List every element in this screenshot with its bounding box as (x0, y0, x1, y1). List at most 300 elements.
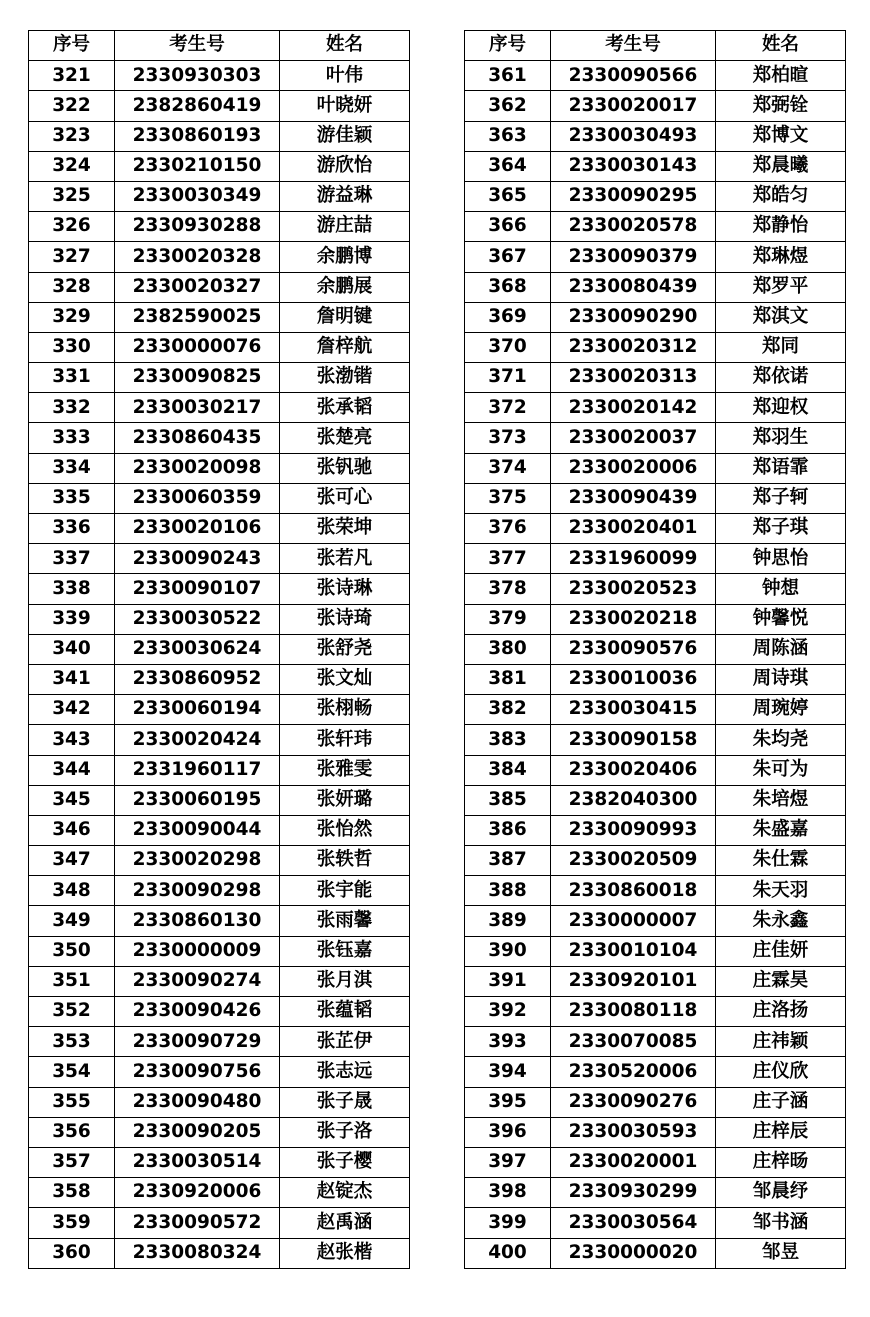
cell-name: 庄霖昊 (716, 966, 846, 996)
cell-exam-no: 2330020298 (115, 846, 280, 876)
cell-seq: 369 (465, 302, 551, 332)
table-row (465, 906, 846, 936)
table-row (465, 1057, 846, 1087)
cell-seq: 338 (29, 574, 115, 604)
cell-seq: 335 (29, 483, 115, 513)
cell-name: 邹昱 (716, 1238, 846, 1268)
cell-exam-no: 2330020006 (551, 453, 716, 483)
cell-seq: 351 (29, 966, 115, 996)
cell-seq: 381 (465, 664, 551, 694)
table-row (29, 906, 410, 936)
table-row (465, 634, 846, 664)
cell-exam-no: 2330090426 (115, 997, 280, 1027)
cell-name: 郑晨曦 (716, 151, 846, 181)
table-row (465, 1147, 846, 1177)
cell-exam-no: 2382860419 (115, 91, 280, 121)
table-row (465, 966, 846, 996)
table-row (29, 423, 410, 453)
table-row (465, 91, 846, 121)
cell-name: 张蕴韬 (280, 997, 410, 1027)
cell-seq: 348 (29, 876, 115, 906)
cell-seq: 323 (29, 121, 115, 151)
cell-name: 郑依诺 (716, 363, 846, 393)
cell-exam-no: 2330090480 (115, 1087, 280, 1117)
cell-exam-no: 2330020509 (551, 846, 716, 876)
table-row (29, 846, 410, 876)
table-row (29, 121, 410, 151)
cell-seq: 359 (29, 1208, 115, 1238)
table-row (29, 876, 410, 906)
cell-exam-no: 2330030593 (551, 1117, 716, 1147)
cell-seq: 399 (465, 1208, 551, 1238)
table-row (465, 514, 846, 544)
cell-exam-no: 2330520006 (551, 1057, 716, 1087)
cell-name: 庄梓辰 (716, 1117, 846, 1147)
table-row (465, 61, 846, 91)
cell-name: 张文灿 (280, 664, 410, 694)
cell-exam-no: 2330020037 (551, 423, 716, 453)
cell-name: 张荣坤 (280, 514, 410, 544)
cell-exam-no: 2330020001 (551, 1147, 716, 1177)
table-row (465, 181, 846, 211)
cell-exam-no: 2330090276 (551, 1087, 716, 1117)
cell-exam-no: 2330090243 (115, 544, 280, 574)
cell-name: 朱仕霖 (716, 846, 846, 876)
cell-seq: 387 (465, 846, 551, 876)
cell-seq: 383 (465, 725, 551, 755)
table-row (29, 634, 410, 664)
cell-seq: 372 (465, 393, 551, 423)
table-row (29, 1208, 410, 1238)
cell-exam-no: 2330930299 (551, 1178, 716, 1208)
cell-exam-no: 2330020017 (551, 91, 716, 121)
header-exam-no: 考生号 (551, 31, 716, 61)
cell-name: 张月淇 (280, 966, 410, 996)
cell-name: 郑博文 (716, 121, 846, 151)
cell-name: 周陈涵 (716, 634, 846, 664)
table-row (29, 785, 410, 815)
table-row (29, 755, 410, 785)
cell-exam-no: 2330090107 (115, 574, 280, 604)
cell-seq: 373 (465, 423, 551, 453)
table-row (465, 363, 846, 393)
cell-seq: 346 (29, 815, 115, 845)
cell-exam-no: 2330090993 (551, 815, 716, 845)
table-row (29, 393, 410, 423)
cell-name: 朱培煜 (716, 785, 846, 815)
table-row (29, 242, 410, 272)
cell-name: 朱盛嘉 (716, 815, 846, 845)
cell-exam-no: 2330920101 (551, 966, 716, 996)
cell-seq: 330 (29, 332, 115, 362)
cell-seq: 347 (29, 846, 115, 876)
cell-name: 张怡然 (280, 815, 410, 845)
cell-exam-no: 2330020523 (551, 574, 716, 604)
cell-exam-no: 2330030624 (115, 634, 280, 664)
table-row (29, 181, 410, 211)
cell-seq: 337 (29, 544, 115, 574)
cell-seq: 355 (29, 1087, 115, 1117)
cell-seq: 344 (29, 755, 115, 785)
cell-exam-no: 2382590025 (115, 302, 280, 332)
roster-body-right (465, 61, 846, 1269)
cell-exam-no: 2330060359 (115, 483, 280, 513)
cell-exam-no: 2330020328 (115, 242, 280, 272)
table-row (29, 363, 410, 393)
table-row (29, 997, 410, 1027)
cell-seq: 393 (465, 1027, 551, 1057)
table-row (29, 332, 410, 362)
cell-seq: 350 (29, 936, 115, 966)
table-row (465, 483, 846, 513)
cell-exam-no: 2330090274 (115, 966, 280, 996)
cell-exam-no: 2330020098 (115, 453, 280, 483)
cell-name: 张承韬 (280, 393, 410, 423)
cell-name: 庄梓旸 (716, 1147, 846, 1177)
cell-name: 赵禹涵 (280, 1208, 410, 1238)
cell-name: 詹梓航 (280, 332, 410, 362)
cell-exam-no: 2330030514 (115, 1147, 280, 1177)
table-row (465, 302, 846, 332)
cell-name: 游益琳 (280, 181, 410, 211)
table-row (465, 332, 846, 362)
cell-exam-no: 2331960117 (115, 755, 280, 785)
cell-exam-no: 2330860130 (115, 906, 280, 936)
cell-exam-no: 2330030564 (551, 1208, 716, 1238)
cell-name: 游佳颖 (280, 121, 410, 151)
cell-name: 张子晟 (280, 1087, 410, 1117)
cell-exam-no: 2330020142 (551, 393, 716, 423)
table-row (29, 1238, 410, 1268)
table-row (29, 725, 410, 755)
cell-name: 郑罗平 (716, 272, 846, 302)
table-row (29, 1087, 410, 1117)
cell-seq: 400 (465, 1238, 551, 1268)
cell-seq: 360 (29, 1238, 115, 1268)
cell-exam-no: 2330020578 (551, 212, 716, 242)
cell-seq: 322 (29, 91, 115, 121)
table-row (29, 212, 410, 242)
table-row (465, 393, 846, 423)
cell-seq: 365 (465, 181, 551, 211)
cell-name: 张舒尧 (280, 634, 410, 664)
cell-name: 郑子琪 (716, 514, 846, 544)
cell-name: 周琬婷 (716, 695, 846, 725)
table-row (29, 1027, 410, 1057)
cell-exam-no: 2330000076 (115, 332, 280, 362)
cell-seq: 343 (29, 725, 115, 755)
cell-name: 庄仪欣 (716, 1057, 846, 1087)
cell-name: 朱永鑫 (716, 906, 846, 936)
cell-exam-no: 2330860193 (115, 121, 280, 151)
cell-seq: 384 (465, 755, 551, 785)
table-row (465, 272, 846, 302)
cell-seq: 380 (465, 634, 551, 664)
table-header-row (465, 31, 846, 61)
header-name: 姓名 (280, 31, 410, 61)
cell-name: 张钰嘉 (280, 936, 410, 966)
table-row (29, 574, 410, 604)
cell-seq: 352 (29, 997, 115, 1027)
cell-name: 郑迎权 (716, 393, 846, 423)
cell-exam-no: 2330090756 (115, 1057, 280, 1087)
cell-seq: 362 (465, 91, 551, 121)
table-row (29, 61, 410, 91)
cell-seq: 326 (29, 212, 115, 242)
table-row (465, 1238, 846, 1268)
cell-exam-no: 2330930303 (115, 61, 280, 91)
cell-seq: 356 (29, 1117, 115, 1147)
cell-name: 钟思怡 (716, 544, 846, 574)
header-exam-no: 考生号 (115, 31, 280, 61)
cell-name: 游欣怡 (280, 151, 410, 181)
cell-name: 张诗琦 (280, 604, 410, 634)
table-row (465, 1087, 846, 1117)
header-seq: 序号 (29, 31, 115, 61)
cell-exam-no: 2330860952 (115, 664, 280, 694)
table-row (29, 151, 410, 181)
cell-name: 庄子涵 (716, 1087, 846, 1117)
cell-exam-no: 2330020312 (551, 332, 716, 362)
table-row (29, 936, 410, 966)
table-row (29, 544, 410, 574)
table-row (465, 544, 846, 574)
table-row (29, 302, 410, 332)
table-row (465, 846, 846, 876)
cell-seq: 340 (29, 634, 115, 664)
cell-seq: 334 (29, 453, 115, 483)
cell-seq: 328 (29, 272, 115, 302)
cell-seq: 363 (465, 121, 551, 151)
cell-name: 张宇能 (280, 876, 410, 906)
table-header-row (29, 31, 410, 61)
cell-exam-no: 2330020424 (115, 725, 280, 755)
cell-name: 张子樱 (280, 1147, 410, 1177)
cell-exam-no: 2330000009 (115, 936, 280, 966)
cell-exam-no: 2331960099 (551, 544, 716, 574)
cell-exam-no: 2330090298 (115, 876, 280, 906)
cell-seq: 392 (465, 997, 551, 1027)
cell-name: 邹书涵 (716, 1208, 846, 1238)
cell-name: 张志远 (280, 1057, 410, 1087)
cell-name: 郑弼铨 (716, 91, 846, 121)
cell-name: 庄佳妍 (716, 936, 846, 966)
table-row (465, 876, 846, 906)
cell-name: 郑子轲 (716, 483, 846, 513)
cell-seq: 336 (29, 514, 115, 544)
cell-seq: 354 (29, 1057, 115, 1087)
cell-exam-no: 2330010036 (551, 664, 716, 694)
cell-exam-no: 2330090825 (115, 363, 280, 393)
table-row (465, 815, 846, 845)
cell-seq: 388 (465, 876, 551, 906)
cell-name: 张芷伊 (280, 1027, 410, 1057)
cell-name: 张栩畅 (280, 695, 410, 725)
cell-exam-no: 2330030493 (551, 121, 716, 151)
table-row (29, 483, 410, 513)
cell-name: 张若凡 (280, 544, 410, 574)
table-row (29, 1117, 410, 1147)
cell-name: 邹晨纾 (716, 1178, 846, 1208)
cell-seq: 382 (465, 695, 551, 725)
cell-seq: 358 (29, 1178, 115, 1208)
table-row (29, 91, 410, 121)
cell-name: 庄祎颖 (716, 1027, 846, 1057)
cell-exam-no: 2330020327 (115, 272, 280, 302)
cell-seq: 368 (465, 272, 551, 302)
cell-seq: 357 (29, 1147, 115, 1177)
cell-name: 张诗琳 (280, 574, 410, 604)
cell-seq: 366 (465, 212, 551, 242)
table-row (29, 1178, 410, 1208)
cell-seq: 333 (29, 423, 115, 453)
cell-seq: 342 (29, 695, 115, 725)
cell-seq: 367 (465, 242, 551, 272)
table-row (465, 453, 846, 483)
table-row (465, 997, 846, 1027)
cell-name: 赵张楷 (280, 1238, 410, 1268)
cell-seq: 389 (465, 906, 551, 936)
table-row (465, 1117, 846, 1147)
cell-name: 张轶哲 (280, 846, 410, 876)
cell-exam-no: 2330080118 (551, 997, 716, 1027)
cell-seq: 329 (29, 302, 115, 332)
cell-seq: 339 (29, 604, 115, 634)
cell-name: 朱天羽 (716, 876, 846, 906)
table-row (465, 604, 846, 634)
cell-seq: 385 (465, 785, 551, 815)
cell-exam-no: 2330030415 (551, 695, 716, 725)
table-row (465, 574, 846, 604)
cell-exam-no: 2330090044 (115, 815, 280, 845)
cell-seq: 325 (29, 181, 115, 211)
table-row (465, 785, 846, 815)
cell-seq: 364 (465, 151, 551, 181)
cell-seq: 374 (465, 453, 551, 483)
cell-seq: 353 (29, 1027, 115, 1057)
cell-name: 张钒驰 (280, 453, 410, 483)
cell-exam-no: 2330090290 (551, 302, 716, 332)
cell-exam-no: 2330090439 (551, 483, 716, 513)
cell-name: 叶伟 (280, 61, 410, 91)
cell-exam-no: 2330020218 (551, 604, 716, 634)
cell-name: 张楚亮 (280, 423, 410, 453)
cell-exam-no: 2330060194 (115, 695, 280, 725)
cell-name: 詹明键 (280, 302, 410, 332)
table-row (465, 695, 846, 725)
cell-exam-no: 2330030143 (551, 151, 716, 181)
table-row (465, 423, 846, 453)
cell-name: 张子洛 (280, 1117, 410, 1147)
table-row (29, 1057, 410, 1087)
cell-exam-no: 2330010104 (551, 936, 716, 966)
cell-seq: 397 (465, 1147, 551, 1177)
cell-exam-no: 2330860435 (115, 423, 280, 453)
cell-name: 游庄喆 (280, 212, 410, 242)
cell-exam-no: 2330030349 (115, 181, 280, 211)
cell-name: 张雅雯 (280, 755, 410, 785)
cell-name: 张雨馨 (280, 906, 410, 936)
cell-seq: 349 (29, 906, 115, 936)
cell-seq: 324 (29, 151, 115, 181)
cell-seq: 395 (465, 1087, 551, 1117)
cell-name: 郑静怡 (716, 212, 846, 242)
cell-seq: 345 (29, 785, 115, 815)
cell-seq: 398 (465, 1178, 551, 1208)
cell-name: 郑柏暄 (716, 61, 846, 91)
cell-exam-no: 2330210150 (115, 151, 280, 181)
table-row (29, 272, 410, 302)
table-row (465, 725, 846, 755)
cell-exam-no: 2330070085 (551, 1027, 716, 1057)
cell-name: 张轩玮 (280, 725, 410, 755)
cell-exam-no: 2330920006 (115, 1178, 280, 1208)
cell-exam-no: 2330860018 (551, 876, 716, 906)
cell-exam-no: 2330090205 (115, 1117, 280, 1147)
cell-seq: 390 (465, 936, 551, 966)
cell-seq: 376 (465, 514, 551, 544)
cell-exam-no: 2330000007 (551, 906, 716, 936)
cell-seq: 396 (465, 1117, 551, 1147)
cell-seq: 391 (465, 966, 551, 996)
cell-seq: 341 (29, 664, 115, 694)
cell-exam-no: 2330080324 (115, 1238, 280, 1268)
cell-name: 郑琳煜 (716, 242, 846, 272)
cell-seq: 377 (465, 544, 551, 574)
cell-name: 张渤锴 (280, 363, 410, 393)
cell-seq: 386 (465, 815, 551, 845)
cell-exam-no: 2330020401 (551, 514, 716, 544)
table-row (465, 212, 846, 242)
roster-table-left (28, 30, 410, 1269)
table-row (465, 755, 846, 785)
cell-name: 叶晓妍 (280, 91, 410, 121)
cell-exam-no: 2330030522 (115, 604, 280, 634)
cell-seq: 321 (29, 61, 115, 91)
cell-exam-no: 2330060195 (115, 785, 280, 815)
cell-exam-no: 2330090566 (551, 61, 716, 91)
cell-exam-no: 2330090729 (115, 1027, 280, 1057)
cell-exam-no: 2330090576 (551, 634, 716, 664)
cell-exam-no: 2330090379 (551, 242, 716, 272)
cell-name: 赵锭杰 (280, 1178, 410, 1208)
cell-exam-no: 2330090158 (551, 725, 716, 755)
cell-seq: 332 (29, 393, 115, 423)
cell-seq: 375 (465, 483, 551, 513)
cell-seq: 331 (29, 363, 115, 393)
table-row (465, 242, 846, 272)
table-row (29, 966, 410, 996)
table-row (465, 936, 846, 966)
table-row (29, 1147, 410, 1177)
cell-name: 庄洛扬 (716, 997, 846, 1027)
cell-exam-no: 2330000020 (551, 1238, 716, 1268)
table-row (465, 1208, 846, 1238)
cell-seq: 371 (465, 363, 551, 393)
cell-exam-no: 2330020406 (551, 755, 716, 785)
table-row (29, 453, 410, 483)
table-row (29, 604, 410, 634)
table-row (465, 664, 846, 694)
cell-exam-no: 2330090295 (551, 181, 716, 211)
cell-exam-no: 2382040300 (551, 785, 716, 815)
cell-name: 郑同 (716, 332, 846, 362)
table-row (29, 514, 410, 544)
cell-exam-no: 2330020106 (115, 514, 280, 544)
cell-seq: 327 (29, 242, 115, 272)
table-row (465, 1027, 846, 1057)
cell-exam-no: 2330080439 (551, 272, 716, 302)
